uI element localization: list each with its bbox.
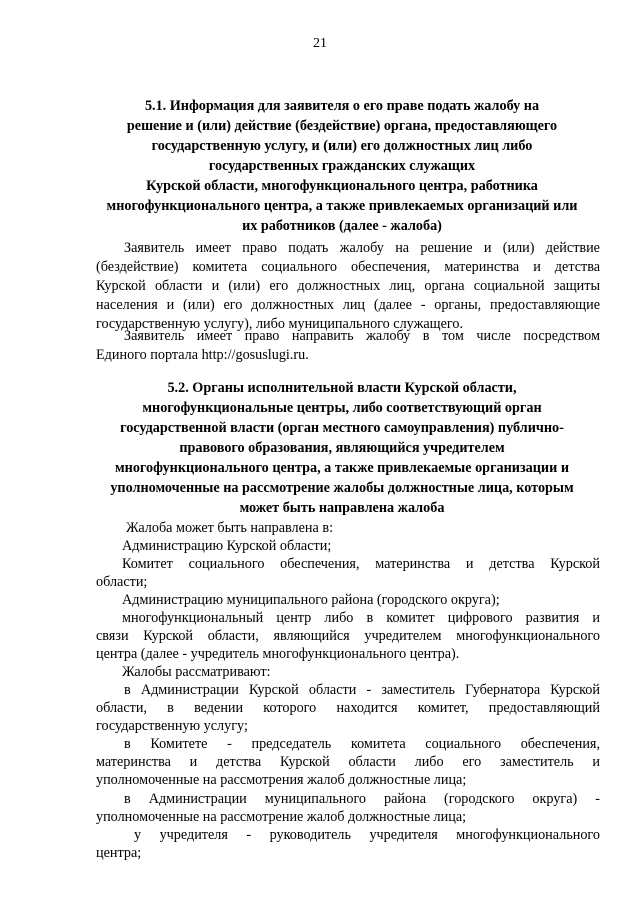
body-line: центра (далее - учредитель многофункционального центра). [96,646,460,662]
body-line: связи Курской области, являющийся учредителем многофункционального [96,628,600,644]
body-line: у учредителя - руководитель учредителя многофункционального [134,827,600,843]
heading-line: уполномоченные на рассмотрение жалобы должностные лица, которым [110,480,574,496]
paragraph-line: Заявитель имеет право подать жалобу на решение и (или) действие [124,240,600,256]
heading-line: правового образования, являющийся учредителем [179,440,505,456]
body-line: в Администрации Курской области - заместитель Губернатора Курской [124,682,600,698]
heading-line: государственных гражданских служащих [208,158,476,174]
paragraph-line: населения и (или) его должностных лиц (далее - органы, предоставляющие [96,297,600,313]
paragraph-line: Единого портала http://gosuslugi.ru. [96,347,309,363]
heading-line: многофункционального центра, а также привлекаемых организаций или [106,198,578,214]
heading-line: 5.2. Органы исполнительной власти Курской области, [167,380,517,396]
paragraph-line: государственную услугу), либо муниципального служащего. [96,316,464,332]
body-line: области, в ведении которого находится комитет, предоставляющий [96,700,600,716]
body-line: материнства и детства Курской области либо его заместитель и [96,754,600,770]
heading-line: их работников (далее - жалоба) [242,218,442,234]
body-line: центра; [96,845,142,861]
body-line: в Администрации муниципального района (городского округа) - [124,791,600,807]
heading-line: государственную услугу, и (или) его должностных лиц либо [151,138,533,154]
body-line: Администрацию Курской области; [122,538,332,554]
body-line: Администрацию муниципального района (городского округа); [122,592,500,608]
body-line: Комитет социального обеспечения, материнства и детства Курской [122,556,600,572]
paragraph-line: Курской области и (или) его должностных лиц, органа социальной защиты [96,278,600,294]
paragraph-line: (бездействие) комитета социального обеспечения, материнства и детства [96,259,600,275]
body-line: Жалоба может быть направлена в: [126,520,334,536]
body-line: государственную услугу; [96,718,248,734]
heading-line: 5.1. Информация для заявителя о его праве подать жалобу на [144,98,540,114]
heading-line: может быть направлена жалоба [239,500,445,516]
body-line: Жалобы рассматривают: [122,664,271,680]
body-line: в Комитете - председатель комитета социального обеспечения, [124,736,600,752]
paragraph-line: Заявитель имеет право направить жалобу в том числе посредством [124,328,600,344]
body-line: многофункциональный центр либо в комитет цифрового развития и [122,610,600,626]
body-line: уполномоченные на рассмотрения жалоб должностные лица; [96,772,467,788]
page-number: 21 [313,36,327,51]
heading-line: многофункционального центра, а также привлекаемые организации и [115,460,569,476]
body-line: уполномоченные на рассмотрение жалоб должностные лица; [96,809,467,825]
heading-line: решение и (или) действие (бездействие) органа, предоставляющего [126,118,558,134]
section-5-1-heading [88,96,596,236]
section-5-2-heading [88,378,596,518]
heading-line: многофункциональные центры, либо соответствующий орган [142,400,542,416]
heading-line: государственной власти (орган местного самоуправления) публично- [120,420,564,436]
heading-line: Курской области, многофункционального центра, работника [146,178,538,194]
body-line: области; [96,574,148,590]
